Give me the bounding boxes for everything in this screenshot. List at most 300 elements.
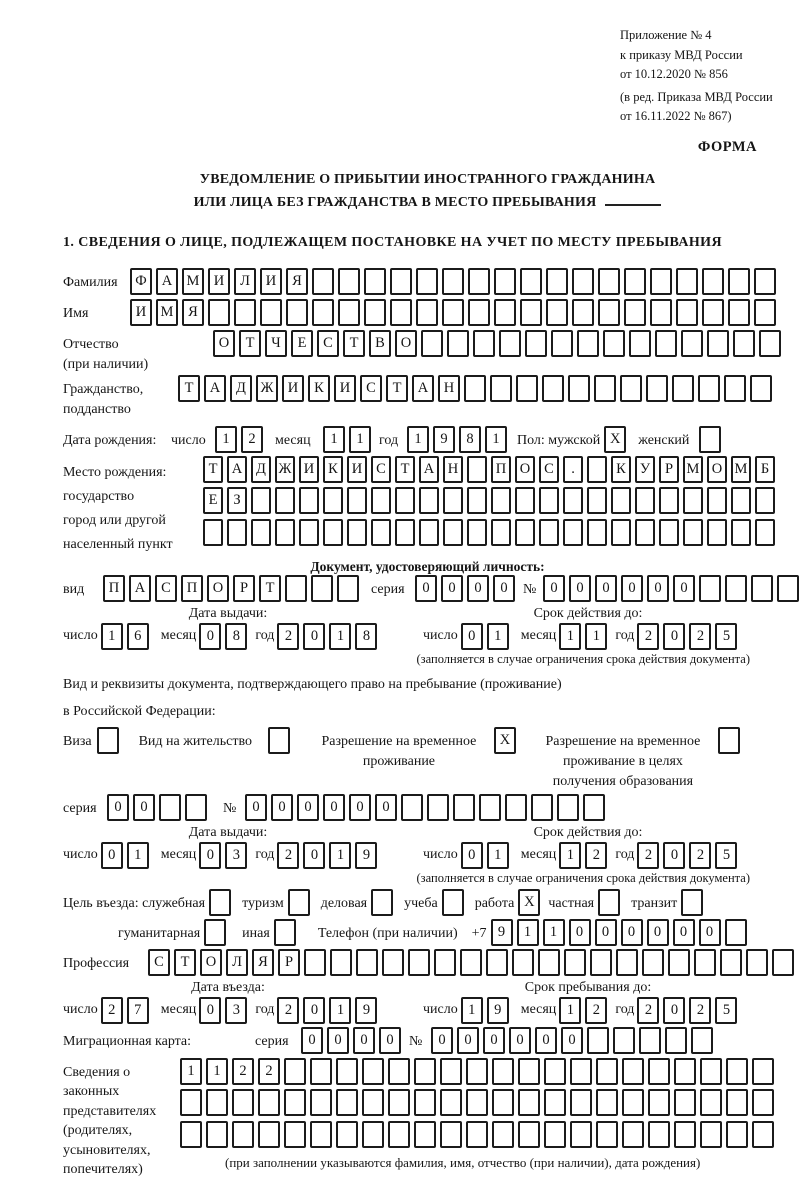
char-cell[interactable] bbox=[648, 1121, 670, 1148]
char-cell[interactable] bbox=[467, 519, 487, 546]
char-cell[interactable] bbox=[362, 1089, 384, 1116]
char-cell[interactable] bbox=[227, 519, 247, 546]
char-cell[interactable]: И bbox=[299, 456, 319, 483]
doc-issue-month-cells[interactable] bbox=[199, 623, 251, 650]
char-cell[interactable]: И bbox=[208, 268, 230, 295]
doc-expiry-year-cells[interactable] bbox=[637, 623, 741, 650]
char-cell[interactable] bbox=[726, 1121, 748, 1148]
char-cell[interactable] bbox=[596, 1121, 618, 1148]
char-cell[interactable] bbox=[460, 949, 482, 976]
char-cell[interactable]: 8 bbox=[225, 623, 247, 650]
char-cell[interactable] bbox=[525, 330, 547, 357]
char-cell[interactable]: 0 bbox=[441, 575, 463, 602]
char-cell[interactable] bbox=[388, 1121, 410, 1148]
char-cell[interactable]: 0 bbox=[569, 919, 591, 946]
char-cell[interactable] bbox=[419, 519, 439, 546]
temp-permit-checkbox[interactable] bbox=[494, 727, 520, 754]
char-cell[interactable] bbox=[646, 375, 668, 402]
char-cell[interactable]: 0 bbox=[561, 1027, 583, 1054]
char-cell[interactable]: 0 bbox=[199, 842, 221, 869]
char-cell[interactable]: 0 bbox=[101, 842, 123, 869]
char-cell[interactable]: Ф bbox=[130, 268, 152, 295]
char-cell[interactable]: М bbox=[182, 268, 204, 295]
visa-checkbox[interactable] bbox=[97, 727, 123, 754]
char-cell[interactable] bbox=[421, 330, 443, 357]
char-cell[interactable] bbox=[624, 299, 646, 326]
char-cell[interactable] bbox=[401, 794, 423, 821]
char-cell[interactable] bbox=[371, 487, 391, 514]
char-cell[interactable]: 5 bbox=[715, 842, 737, 869]
char-cell[interactable]: Е bbox=[203, 487, 223, 514]
char-cell[interactable] bbox=[464, 375, 486, 402]
char-cell[interactable] bbox=[310, 1121, 332, 1148]
char-cell[interactable] bbox=[572, 299, 594, 326]
char-cell[interactable]: 2 bbox=[277, 623, 299, 650]
char-cell[interactable]: 1 bbox=[487, 842, 509, 869]
stay-day-cells[interactable] bbox=[461, 997, 513, 1024]
citizenship-cells[interactable] bbox=[178, 375, 776, 402]
char-cell[interactable] bbox=[539, 487, 559, 514]
char-cell[interactable] bbox=[520, 268, 542, 295]
char-cell[interactable] bbox=[453, 794, 475, 821]
char-cell[interactable] bbox=[702, 268, 724, 295]
char-cell[interactable]: Ж bbox=[275, 456, 295, 483]
char-cell[interactable]: 0 bbox=[245, 794, 267, 821]
char-cell[interactable] bbox=[467, 456, 487, 483]
char-cell[interactable]: Я bbox=[182, 299, 204, 326]
char-cell[interactable]: Б bbox=[755, 456, 775, 483]
representatives-cells-row1[interactable] bbox=[180, 1058, 778, 1085]
char-cell[interactable] bbox=[587, 487, 607, 514]
char-cell[interactable] bbox=[260, 299, 282, 326]
char-cell[interactable] bbox=[613, 1027, 635, 1054]
char-cell[interactable]: К bbox=[611, 456, 631, 483]
char-cell[interactable]: 2 bbox=[689, 842, 711, 869]
char-cell[interactable] bbox=[275, 519, 295, 546]
residence-permit-checkbox[interactable] bbox=[268, 727, 294, 754]
char-cell[interactable]: 1 bbox=[206, 1058, 228, 1085]
char-cell[interactable]: 0 bbox=[199, 997, 221, 1024]
char-cell[interactable]: 5 bbox=[715, 623, 737, 650]
char-cell[interactable] bbox=[299, 519, 319, 546]
char-cell[interactable] bbox=[203, 519, 223, 546]
char-cell[interactable] bbox=[492, 1121, 514, 1148]
char-cell[interactable]: . bbox=[563, 456, 583, 483]
char-cell[interactable]: 1 bbox=[543, 919, 565, 946]
migration-series-cells[interactable] bbox=[301, 1027, 405, 1054]
char-cell[interactable] bbox=[546, 299, 568, 326]
char-cell[interactable] bbox=[750, 375, 772, 402]
char-cell[interactable] bbox=[731, 519, 751, 546]
char-cell[interactable]: 1 bbox=[585, 623, 607, 650]
char-cell[interactable]: З bbox=[227, 487, 247, 514]
char-cell[interactable] bbox=[572, 268, 594, 295]
char-cell[interactable] bbox=[772, 949, 794, 976]
char-cell[interactable] bbox=[234, 299, 256, 326]
char-cell[interactable] bbox=[650, 299, 672, 326]
sex-male-checkbox[interactable] bbox=[604, 426, 630, 453]
char-cell[interactable]: С bbox=[148, 949, 170, 976]
doc-number-cells[interactable] bbox=[543, 575, 800, 602]
char-cell[interactable] bbox=[388, 1089, 410, 1116]
char-cell[interactable] bbox=[206, 1121, 228, 1148]
char-cell[interactable] bbox=[311, 575, 333, 602]
char-cell[interactable]: М bbox=[156, 299, 178, 326]
char-cell[interactable] bbox=[659, 519, 679, 546]
char-cell[interactable]: А bbox=[412, 375, 434, 402]
char-cell[interactable]: 0 bbox=[673, 919, 695, 946]
char-cell[interactable] bbox=[494, 299, 516, 326]
doc-expiry-month-cells[interactable] bbox=[559, 623, 611, 650]
char-cell[interactable] bbox=[310, 1089, 332, 1116]
char-cell[interactable]: 0 bbox=[303, 623, 325, 650]
char-cell[interactable]: 0 bbox=[663, 842, 685, 869]
char-cell[interactable] bbox=[598, 299, 620, 326]
char-cell[interactable] bbox=[427, 794, 449, 821]
char-cell[interactable]: И bbox=[260, 268, 282, 295]
permit-expiry-day-cells[interactable] bbox=[461, 842, 513, 869]
char-cell[interactable] bbox=[546, 268, 568, 295]
char-cell[interactable] bbox=[442, 299, 464, 326]
char-cell[interactable]: 9 bbox=[355, 997, 377, 1024]
char-cell[interactable]: Ч bbox=[265, 330, 287, 357]
char-cell[interactable] bbox=[286, 299, 308, 326]
char-cell[interactable] bbox=[299, 487, 319, 514]
char-cell[interactable]: 2 bbox=[637, 842, 659, 869]
char-cell[interactable]: А bbox=[204, 375, 226, 402]
char-cell[interactable] bbox=[699, 426, 721, 453]
char-cell[interactable] bbox=[258, 1089, 280, 1116]
char-cell[interactable] bbox=[336, 1089, 358, 1116]
char-cell[interactable]: 0 bbox=[301, 1027, 323, 1054]
char-cell[interactable] bbox=[408, 949, 430, 976]
char-cell[interactable] bbox=[539, 519, 559, 546]
char-cell[interactable]: С bbox=[317, 330, 339, 357]
char-cell[interactable] bbox=[728, 268, 750, 295]
char-cell[interactable] bbox=[440, 1089, 462, 1116]
char-cell[interactable] bbox=[668, 949, 690, 976]
char-cell[interactable] bbox=[672, 375, 694, 402]
char-cell[interactable]: 8 bbox=[459, 426, 481, 453]
char-cell[interactable]: И bbox=[130, 299, 152, 326]
representatives-cells-row3[interactable] bbox=[180, 1121, 778, 1148]
doc-series-cells[interactable] bbox=[415, 575, 519, 602]
char-cell[interactable] bbox=[232, 1121, 254, 1148]
char-cell[interactable]: Т bbox=[386, 375, 408, 402]
char-cell[interactable] bbox=[414, 1089, 436, 1116]
char-cell[interactable]: А bbox=[129, 575, 151, 602]
char-cell[interactable]: 0 bbox=[467, 575, 489, 602]
char-cell[interactable] bbox=[754, 268, 776, 295]
char-cell[interactable] bbox=[442, 889, 464, 916]
char-cell[interactable]: 0 bbox=[107, 794, 129, 821]
char-cell[interactable] bbox=[518, 1058, 540, 1085]
entry-year-cells[interactable] bbox=[277, 997, 381, 1024]
purpose-study-checkbox[interactable] bbox=[442, 889, 468, 916]
char-cell[interactable]: 0 bbox=[461, 623, 483, 650]
char-cell[interactable] bbox=[681, 330, 703, 357]
char-cell[interactable]: 0 bbox=[699, 919, 721, 946]
char-cell[interactable]: 0 bbox=[595, 919, 617, 946]
char-cell[interactable] bbox=[468, 299, 490, 326]
char-cell[interactable] bbox=[683, 519, 703, 546]
char-cell[interactable] bbox=[159, 794, 181, 821]
char-cell[interactable]: 0 bbox=[493, 575, 515, 602]
char-cell[interactable]: 2 bbox=[637, 623, 659, 650]
char-cell[interactable]: О bbox=[395, 330, 417, 357]
char-cell[interactable] bbox=[538, 949, 560, 976]
char-cell[interactable]: 1 bbox=[349, 426, 371, 453]
char-cell[interactable] bbox=[467, 487, 487, 514]
char-cell[interactable] bbox=[473, 330, 495, 357]
char-cell[interactable]: 0 bbox=[647, 575, 669, 602]
char-cell[interactable]: 1 bbox=[101, 623, 123, 650]
char-cell[interactable] bbox=[587, 1027, 609, 1054]
char-cell[interactable] bbox=[587, 456, 607, 483]
char-cell[interactable]: 0 bbox=[595, 575, 617, 602]
char-cell[interactable]: 2 bbox=[258, 1058, 280, 1085]
char-cell[interactable]: В bbox=[369, 330, 391, 357]
char-cell[interactable] bbox=[518, 1121, 540, 1148]
char-cell[interactable] bbox=[486, 949, 508, 976]
char-cell[interactable]: 2 bbox=[585, 997, 607, 1024]
char-cell[interactable] bbox=[515, 519, 535, 546]
char-cell[interactable] bbox=[97, 727, 119, 754]
char-cell[interactable] bbox=[596, 1089, 618, 1116]
char-cell[interactable] bbox=[724, 375, 746, 402]
char-cell[interactable]: Р bbox=[278, 949, 300, 976]
char-cell[interactable]: 0 bbox=[379, 1027, 401, 1054]
char-cell[interactable]: П bbox=[491, 456, 511, 483]
char-cell[interactable]: 0 bbox=[327, 1027, 349, 1054]
char-cell[interactable]: 1 bbox=[517, 919, 539, 946]
char-cell[interactable] bbox=[443, 519, 463, 546]
entry-day-cells[interactable] bbox=[101, 997, 153, 1024]
char-cell[interactable] bbox=[731, 487, 751, 514]
purpose-humanitarian-checkbox[interactable] bbox=[204, 919, 230, 946]
char-cell[interactable]: 0 bbox=[375, 794, 397, 821]
char-cell[interactable] bbox=[251, 519, 271, 546]
char-cell[interactable]: О bbox=[707, 456, 727, 483]
char-cell[interactable]: 0 bbox=[303, 842, 325, 869]
char-cell[interactable]: 0 bbox=[663, 997, 685, 1024]
char-cell[interactable] bbox=[542, 375, 564, 402]
char-cell[interactable] bbox=[447, 330, 469, 357]
char-cell[interactable]: П bbox=[181, 575, 203, 602]
char-cell[interactable]: 2 bbox=[277, 842, 299, 869]
char-cell[interactable]: И bbox=[347, 456, 367, 483]
char-cell[interactable]: 2 bbox=[689, 997, 711, 1024]
permit-issue-month-cells[interactable] bbox=[199, 842, 251, 869]
char-cell[interactable]: X bbox=[518, 889, 540, 916]
char-cell[interactable] bbox=[285, 575, 307, 602]
char-cell[interactable] bbox=[479, 794, 501, 821]
char-cell[interactable]: 1 bbox=[485, 426, 507, 453]
char-cell[interactable]: 1 bbox=[329, 842, 351, 869]
representatives-cells-row2[interactable] bbox=[180, 1089, 778, 1116]
char-cell[interactable] bbox=[515, 487, 535, 514]
char-cell[interactable] bbox=[356, 949, 378, 976]
char-cell[interactable]: X bbox=[604, 426, 626, 453]
char-cell[interactable]: И bbox=[282, 375, 304, 402]
purpose-official-checkbox[interactable] bbox=[209, 889, 235, 916]
char-cell[interactable] bbox=[371, 519, 391, 546]
char-cell[interactable]: Н bbox=[438, 375, 460, 402]
char-cell[interactable] bbox=[611, 519, 631, 546]
char-cell[interactable]: С bbox=[360, 375, 382, 402]
char-cell[interactable] bbox=[598, 268, 620, 295]
char-cell[interactable] bbox=[707, 487, 727, 514]
purpose-other-checkbox[interactable] bbox=[274, 919, 300, 946]
birthdate-month-cells[interactable] bbox=[323, 426, 375, 453]
char-cell[interactable] bbox=[251, 487, 271, 514]
char-cell[interactable]: О bbox=[200, 949, 222, 976]
char-cell[interactable] bbox=[655, 330, 677, 357]
char-cell[interactable] bbox=[620, 375, 642, 402]
char-cell[interactable]: Л bbox=[234, 268, 256, 295]
char-cell[interactable] bbox=[694, 949, 716, 976]
purpose-tourism-checkbox[interactable] bbox=[288, 889, 314, 916]
char-cell[interactable]: М bbox=[683, 456, 703, 483]
char-cell[interactable] bbox=[544, 1089, 566, 1116]
char-cell[interactable] bbox=[603, 330, 625, 357]
char-cell[interactable]: Т bbox=[259, 575, 281, 602]
char-cell[interactable]: С bbox=[539, 456, 559, 483]
char-cell[interactable]: 3 bbox=[225, 842, 247, 869]
char-cell[interactable] bbox=[676, 268, 698, 295]
char-cell[interactable] bbox=[755, 487, 775, 514]
char-cell[interactable]: 1 bbox=[559, 997, 581, 1024]
purpose-work-checkbox[interactable] bbox=[518, 889, 544, 916]
char-cell[interactable] bbox=[598, 889, 620, 916]
char-cell[interactable]: А bbox=[419, 456, 439, 483]
char-cell[interactable]: 0 bbox=[461, 842, 483, 869]
char-cell[interactable] bbox=[725, 575, 747, 602]
char-cell[interactable] bbox=[414, 1121, 436, 1148]
char-cell[interactable] bbox=[691, 1027, 713, 1054]
char-cell[interactable]: Т bbox=[178, 375, 200, 402]
char-cell[interactable] bbox=[268, 727, 290, 754]
char-cell[interactable] bbox=[204, 919, 226, 946]
char-cell[interactable] bbox=[728, 299, 750, 326]
char-cell[interactable]: 1 bbox=[215, 426, 237, 453]
char-cell[interactable] bbox=[754, 299, 776, 326]
char-cell[interactable] bbox=[491, 487, 511, 514]
char-cell[interactable] bbox=[590, 949, 612, 976]
char-cell[interactable] bbox=[284, 1058, 306, 1085]
char-cell[interactable] bbox=[718, 727, 740, 754]
phone-cells[interactable] bbox=[491, 919, 751, 946]
char-cell[interactable] bbox=[752, 1121, 774, 1148]
char-cell[interactable]: М bbox=[731, 456, 751, 483]
doc-type-cells[interactable] bbox=[103, 575, 363, 602]
char-cell[interactable] bbox=[659, 487, 679, 514]
char-cell[interactable] bbox=[347, 487, 367, 514]
char-cell[interactable] bbox=[544, 1058, 566, 1085]
char-cell[interactable] bbox=[544, 1121, 566, 1148]
edu-permit-checkbox[interactable] bbox=[718, 727, 744, 754]
char-cell[interactable] bbox=[759, 330, 781, 357]
char-cell[interactable] bbox=[674, 1121, 696, 1148]
char-cell[interactable]: 0 bbox=[647, 919, 669, 946]
char-cell[interactable]: 0 bbox=[297, 794, 319, 821]
char-cell[interactable]: 9 bbox=[491, 919, 513, 946]
char-cell[interactable] bbox=[323, 519, 343, 546]
char-cell[interactable] bbox=[416, 268, 438, 295]
char-cell[interactable] bbox=[185, 794, 207, 821]
char-cell[interactable] bbox=[531, 794, 553, 821]
char-cell[interactable] bbox=[568, 375, 590, 402]
char-cell[interactable] bbox=[382, 949, 404, 976]
char-cell[interactable] bbox=[466, 1058, 488, 1085]
char-cell[interactable] bbox=[707, 330, 729, 357]
char-cell[interactable] bbox=[570, 1089, 592, 1116]
char-cell[interactable]: 0 bbox=[543, 575, 565, 602]
char-cell[interactable]: 0 bbox=[303, 997, 325, 1024]
char-cell[interactable] bbox=[676, 299, 698, 326]
char-cell[interactable] bbox=[635, 519, 655, 546]
char-cell[interactable] bbox=[563, 487, 583, 514]
char-cell[interactable] bbox=[751, 575, 773, 602]
char-cell[interactable] bbox=[206, 1089, 228, 1116]
char-cell[interactable]: Т bbox=[395, 456, 415, 483]
char-cell[interactable] bbox=[674, 1058, 696, 1085]
birthplace-cells-row1[interactable] bbox=[203, 456, 779, 483]
char-cell[interactable]: 1 bbox=[559, 623, 581, 650]
char-cell[interactable]: 0 bbox=[353, 1027, 375, 1054]
surname-cells[interactable] bbox=[130, 268, 780, 295]
char-cell[interactable]: 6 bbox=[127, 623, 149, 650]
char-cell[interactable]: 0 bbox=[535, 1027, 557, 1054]
char-cell[interactable] bbox=[466, 1089, 488, 1116]
char-cell[interactable] bbox=[665, 1027, 687, 1054]
char-cell[interactable] bbox=[650, 268, 672, 295]
char-cell[interactable]: У bbox=[635, 456, 655, 483]
char-cell[interactable] bbox=[746, 949, 768, 976]
char-cell[interactable] bbox=[466, 1121, 488, 1148]
char-cell[interactable] bbox=[622, 1121, 644, 1148]
char-cell[interactable] bbox=[491, 519, 511, 546]
char-cell[interactable]: Я bbox=[252, 949, 274, 976]
char-cell[interactable] bbox=[726, 1089, 748, 1116]
char-cell[interactable] bbox=[468, 268, 490, 295]
char-cell[interactable]: К bbox=[323, 456, 343, 483]
char-cell[interactable]: 1 bbox=[407, 426, 429, 453]
char-cell[interactable] bbox=[733, 330, 755, 357]
char-cell[interactable] bbox=[388, 1058, 410, 1085]
char-cell[interactable] bbox=[312, 299, 334, 326]
doc-expiry-day-cells[interactable] bbox=[461, 623, 513, 650]
char-cell[interactable] bbox=[570, 1121, 592, 1148]
char-cell[interactable]: О bbox=[213, 330, 235, 357]
char-cell[interactable]: 2 bbox=[689, 623, 711, 650]
char-cell[interactable] bbox=[725, 919, 747, 946]
char-cell[interactable]: Я bbox=[286, 268, 308, 295]
char-cell[interactable] bbox=[419, 487, 439, 514]
char-cell[interactable]: 0 bbox=[323, 794, 345, 821]
char-cell[interactable] bbox=[312, 268, 334, 295]
char-cell[interactable] bbox=[362, 1121, 384, 1148]
char-cell[interactable] bbox=[639, 1027, 661, 1054]
purpose-transit-checkbox[interactable] bbox=[681, 889, 707, 916]
char-cell[interactable]: Р bbox=[233, 575, 255, 602]
char-cell[interactable] bbox=[611, 487, 631, 514]
profession-cells[interactable] bbox=[148, 949, 798, 976]
char-cell[interactable] bbox=[624, 268, 646, 295]
char-cell[interactable]: С bbox=[155, 575, 177, 602]
char-cell[interactable]: 0 bbox=[621, 575, 643, 602]
char-cell[interactable]: Е bbox=[291, 330, 313, 357]
